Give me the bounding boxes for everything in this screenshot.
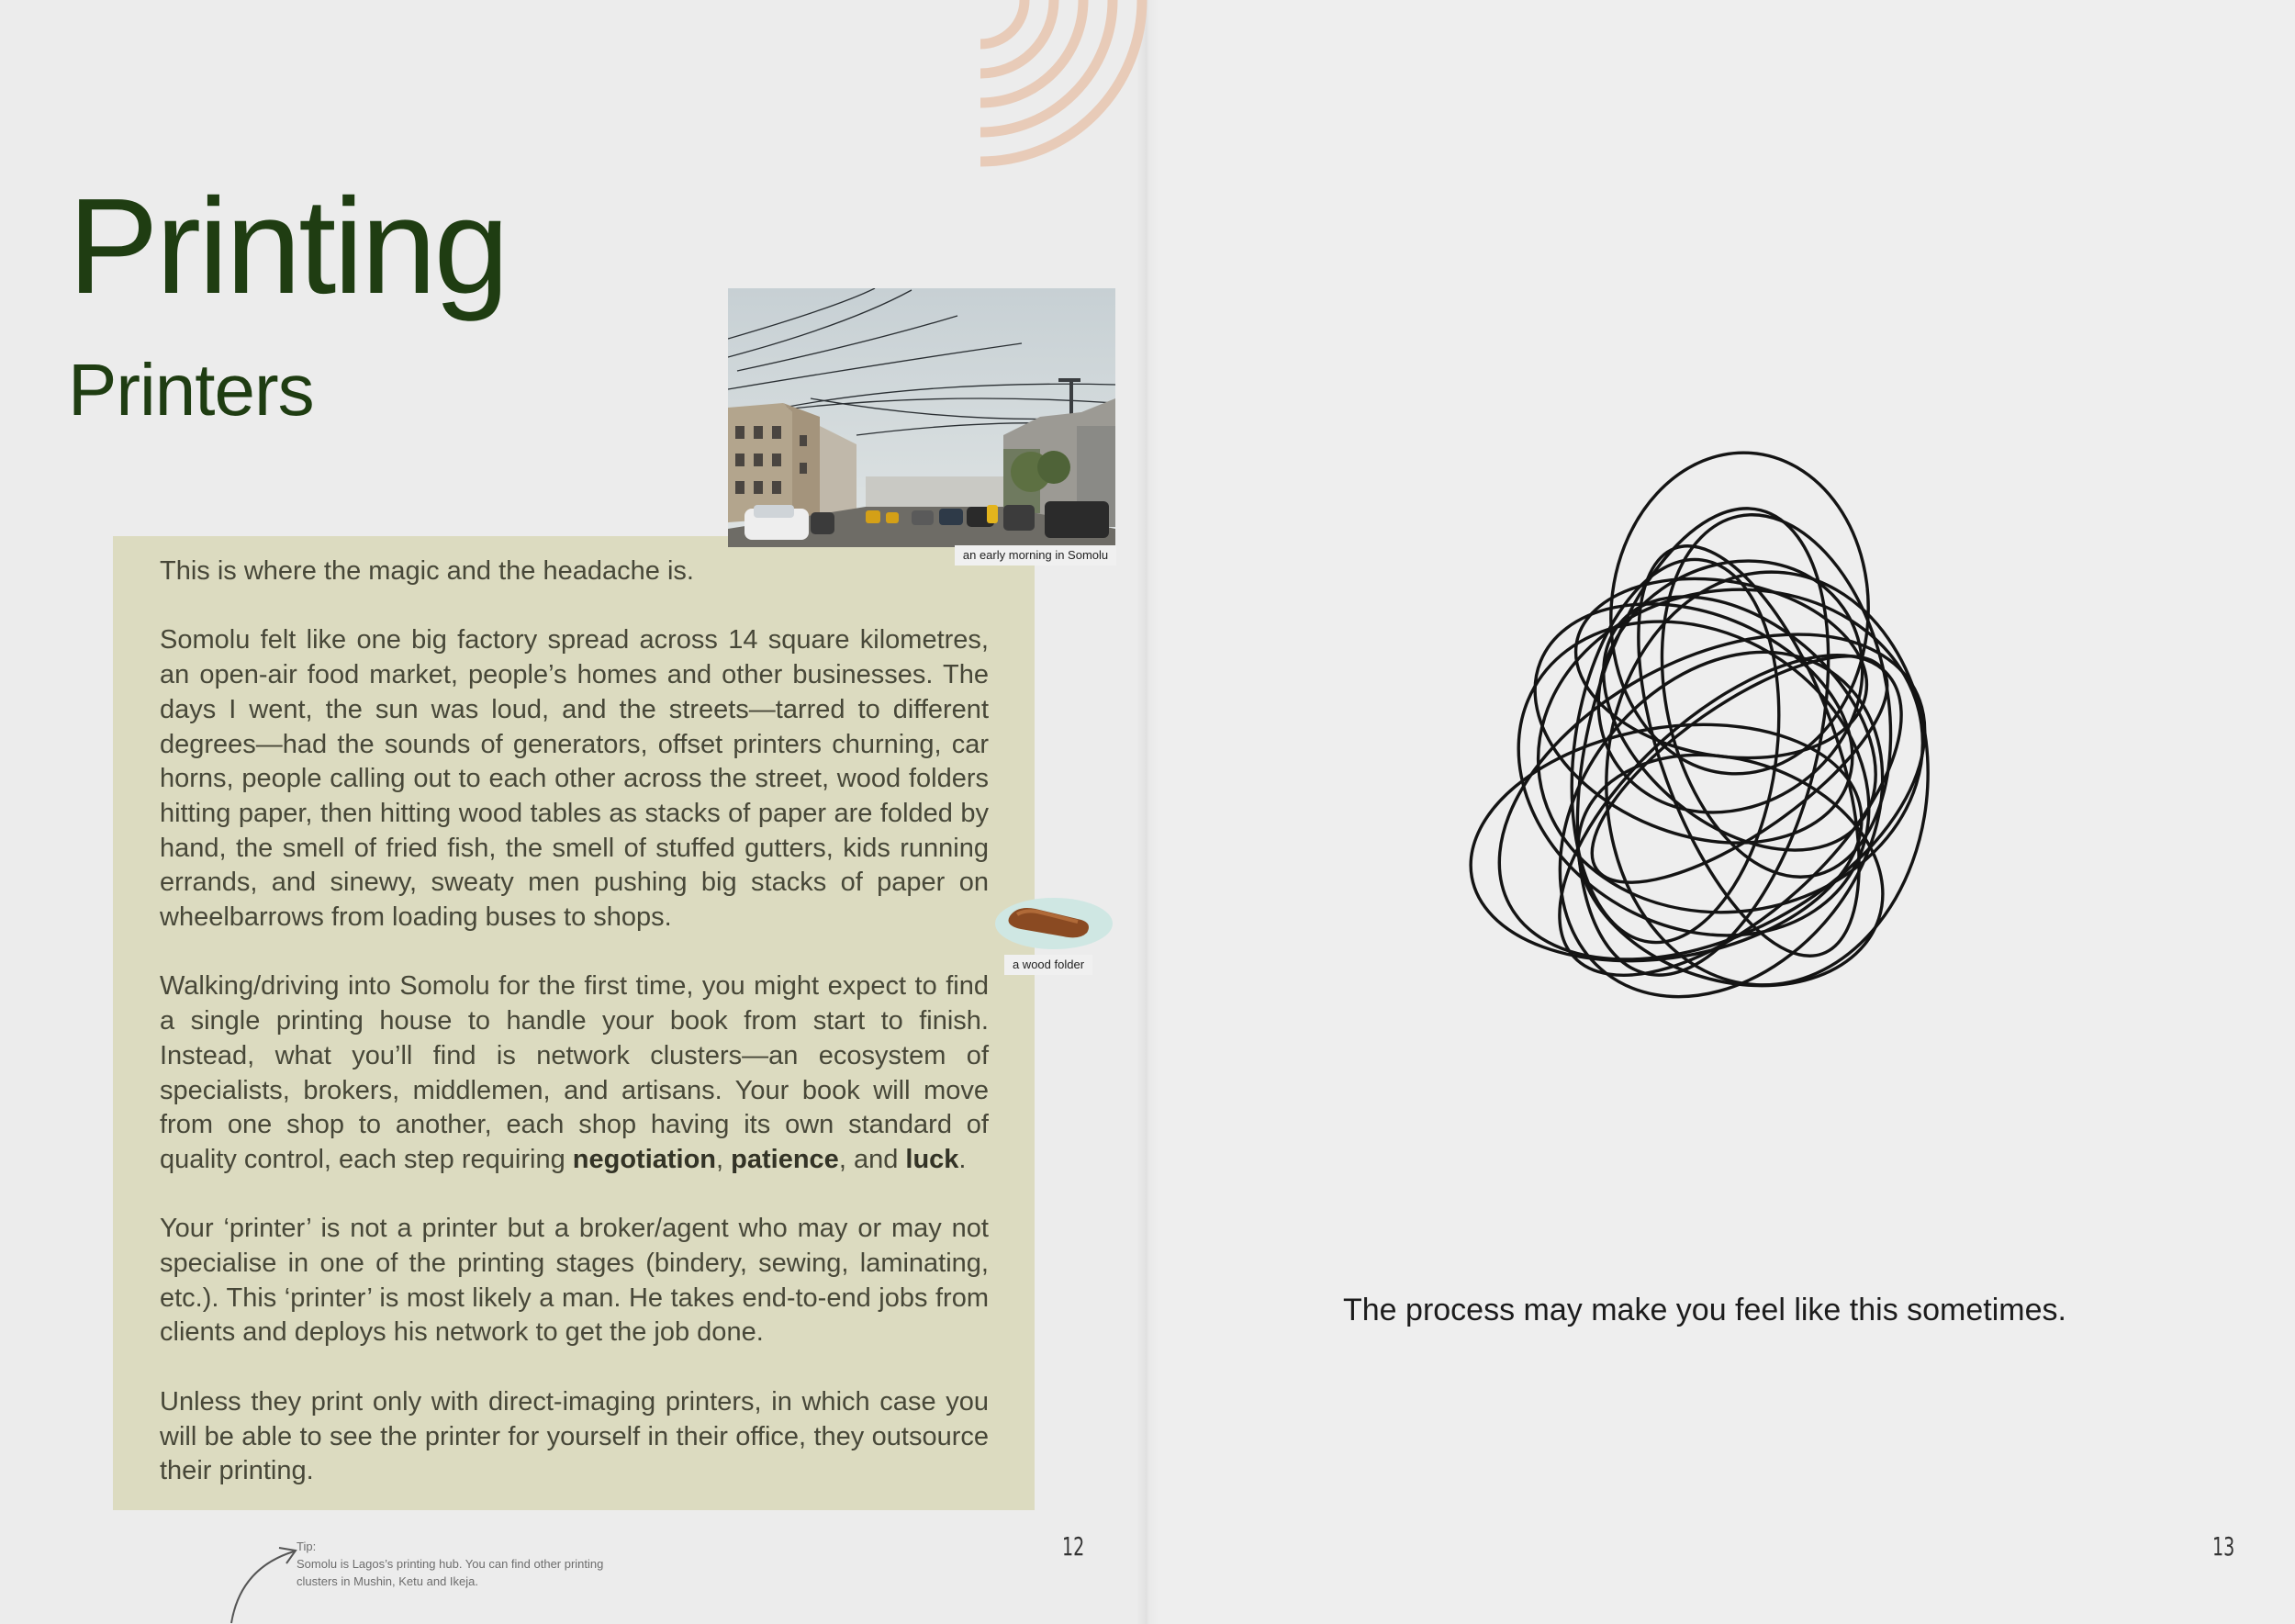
photo-caption: an early morning in Somolu — [955, 545, 1116, 566]
tip-label: Tip: — [297, 1540, 317, 1553]
page-number-right: 13 — [2212, 1531, 2235, 1562]
wood-folder-photo — [990, 889, 1118, 955]
street-photo — [728, 288, 1115, 547]
bold-luck: luck — [905, 1144, 959, 1174]
page-title: Printing — [68, 171, 507, 322]
body-text — [160, 554, 989, 1524]
quote-text: The process may make you feel like this sometimes. — [1343, 1293, 2066, 1327]
separator: , — [716, 1144, 732, 1174]
book-gutter — [1136, 0, 1159, 1624]
paragraph-printer: Your ‘printer’ is not a printer but a broker/agent who may or may not specialise in one of the printing stages (bindery, sewing, laminating, etc.). This ‘printer’ is most likely a man. He takes end-to-end jobs from clients and deploys his network to get the job done. — [160, 1214, 989, 1348]
paragraph-network-text: Walking/driving into Somolu for the first time, you might expect to find a single printing house to handle your book from start to finish. Instead, what you’ll find is network clusters—an ecosystem of specialists, brokers, middlemen, and artisans. Your book will move from one shop to another, each shop having its own standard of quality control, each step requiring — [160, 971, 989, 1174]
folder-caption: a wood folder — [1004, 955, 1092, 975]
intro-paragraph: This is where the magic and the headache is. — [160, 556, 694, 586]
paragraph-outsource: Unless they print only with direct-imaging printers, in which case you will be able to see the printer for yourself in their office, they outsource their printing. — [160, 1386, 989, 1486]
tip-note — [297, 1538, 627, 1590]
paragraph-network — [160, 969, 989, 1177]
arc-decoration-icon — [980, 0, 1149, 174]
separator: . — [958, 1144, 967, 1174]
bold-patience: patience — [731, 1144, 839, 1174]
paragraph-somolu: Somolu felt like one big factory spread across 14 square kilometres, an open-air food market, people’s homes and other businesses. The days I went, the sun was loud, and the streets—tarred to different degrees—had the sounds of generators, offset printers churning, car horns, people calling out to each other across the street, wood folders hitting paper, then hitting wood tables as stacks of paper are folded by hand, the smell of fried fish, the smell of stuffed gutters, kids running errands, and sinewy, sweaty men pushing big stacks of paper on wheelbarrows from loading buses to shops. — [160, 625, 989, 933]
curved-arrow-icon — [220, 1540, 303, 1624]
scribble-illustration — [1455, 448, 1987, 1072]
tip-text: Somolu is Lagos’s printing hub. You can find other printing clusters in Mushin, Ketu and Ikeja. — [297, 1557, 604, 1588]
separator: , and — [838, 1144, 906, 1174]
bold-negotiation: negotiation — [572, 1144, 717, 1174]
section-subtitle: Printers — [68, 349, 314, 431]
page-number-left: 12 — [1062, 1531, 1085, 1562]
